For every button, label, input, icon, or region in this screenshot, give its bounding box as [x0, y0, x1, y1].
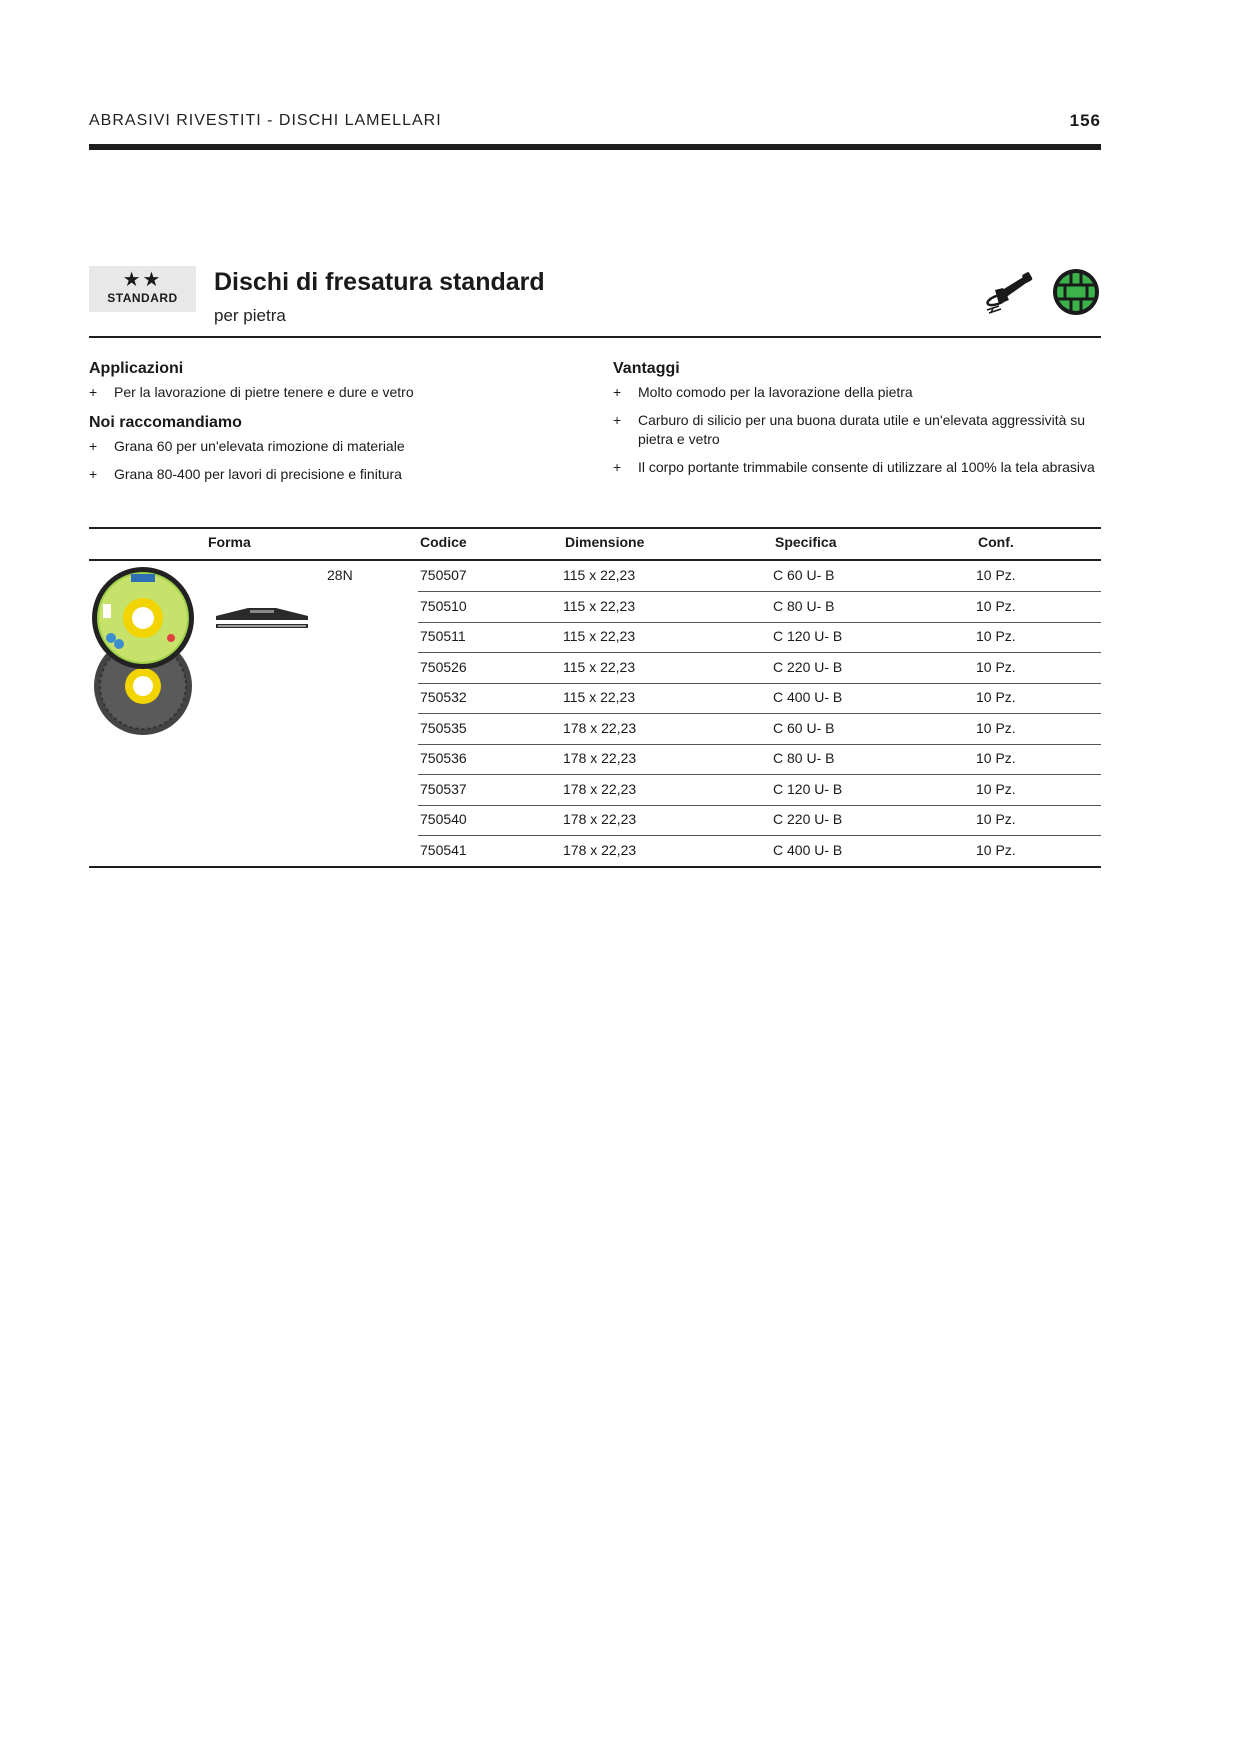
dimensione-cell: 115 x 22,23	[563, 628, 636, 644]
list-item: + Carburo di silicio per una buona durata utile e un'elevata aggressività su pietra e vetro	[613, 412, 1086, 447]
plus-icon: +	[89, 384, 98, 400]
conf-cell: 10 Pz.	[976, 658, 1016, 675]
specifica-cell: C 60 U- B	[773, 567, 835, 583]
standard-badge	[89, 266, 196, 312]
conf-cell: 10 Pz.	[976, 597, 1016, 614]
codice-cell: 750510	[420, 597, 467, 614]
raccomandiamo-heading: Noi raccomandiamo	[89, 414, 242, 431]
disc-profile-diagram	[214, 606, 310, 632]
conf-cell: 10 Pz.	[976, 567, 1016, 583]
list-item: + Per la lavorazione di pietre tenere e dure e vetro	[89, 384, 414, 400]
table-row	[418, 744, 1101, 775]
specifica-cell: C 80 U- B	[773, 750, 835, 766]
vantaggi-heading: Vantaggi	[613, 360, 680, 377]
plus-icon: +	[89, 438, 98, 454]
applicazioni-heading: Applicazioni	[89, 360, 184, 377]
codice-cell: 750507	[420, 567, 467, 583]
table-row	[418, 683, 1101, 714]
dimensione-cell: 178 x 22,23	[563, 719, 637, 736]
dimensione-cell: 115 x 22,23	[563, 597, 636, 614]
conf-cell: 10 Pz.	[976, 750, 1016, 766]
plus-icon: +	[613, 384, 622, 400]
title-rule	[89, 336, 1101, 338]
codice-cell: 750541	[420, 841, 467, 858]
col-header-specifica: Specifica	[775, 534, 837, 550]
codice-cell: 750537	[420, 780, 467, 797]
conf-cell: 10 Pz.	[976, 719, 1016, 736]
list-item: + Molto comodo per la lavorazione della pietra	[613, 384, 913, 400]
plus-icon: +	[613, 459, 622, 475]
codice-cell: 750536	[420, 750, 467, 766]
dimensione-cell: 178 x 22,23	[563, 811, 637, 827]
plus-icon: +	[613, 412, 622, 428]
specifica-cell: C 400 U- B	[773, 841, 843, 858]
conf-cell: 10 Pz.	[976, 689, 1016, 705]
table-row	[418, 561, 1101, 592]
stars-icon: ★★	[122, 269, 163, 291]
specifica-cell: C 60 U- B	[773, 719, 835, 736]
codice-cell: 750540	[420, 811, 467, 827]
specifica-cell: C 80 U- B	[773, 597, 835, 614]
applications-section	[89, 359, 569, 493]
list-item: + Grana 60 per un'elevata rimozione di materiale	[89, 438, 405, 454]
dimensione-cell: 178 x 22,23	[563, 780, 637, 797]
header-rule	[89, 144, 1101, 150]
angle-grinder-icon	[985, 270, 1033, 314]
codice-cell: 750535	[420, 719, 467, 736]
shape-code: 28N	[327, 567, 353, 583]
specifica-cell: C 120 U- B	[773, 628, 843, 644]
list-item: + Il corpo portante trimmabile consente di utilizzare al 100% la tela abrasiva	[613, 459, 1095, 475]
page-number: 156	[1069, 111, 1101, 130]
codice-cell: 750526	[420, 658, 467, 675]
specifica-cell: C 400 U- B	[773, 689, 843, 705]
table-row	[418, 622, 1101, 653]
list-item: + Grana 80-400 per lavori di precisione e finitura	[89, 466, 402, 482]
conf-cell: 10 Pz.	[976, 628, 1016, 644]
product-title: Dischi di fresatura standard	[214, 268, 545, 296]
dimensione-cell: 115 x 22,23	[563, 658, 636, 675]
specifica-cell: C 120 U- B	[773, 780, 843, 797]
table-row	[418, 836, 1101, 867]
advantages-section	[613, 359, 1101, 486]
product-subtitle: per pietra	[214, 306, 286, 325]
dimensione-cell: 178 x 22,23	[563, 841, 637, 858]
flap-disc-image	[89, 566, 197, 736]
col-header-dimensione: Dimensione	[565, 534, 645, 550]
badge-label: STANDARD	[107, 291, 178, 305]
table-row	[418, 653, 1101, 684]
table-row	[418, 714, 1101, 745]
table-row	[418, 775, 1101, 806]
brick-wall-icon	[1052, 268, 1100, 316]
specifica-cell: C 220 U- B	[773, 658, 843, 675]
table-row	[418, 592, 1101, 623]
col-header-forma: Forma	[208, 534, 251, 550]
conf-cell: 10 Pz.	[976, 780, 1016, 797]
codice-cell: 750532	[420, 689, 467, 705]
section-title: ABRASIVI RIVESTITI - DISCHI LAMELLARI	[89, 112, 442, 129]
table-bottom-rule	[89, 866, 1101, 868]
col-header-codice: Codice	[420, 534, 467, 550]
dimensione-cell: 115 x 22,23	[563, 567, 636, 583]
table-row	[418, 805, 1101, 836]
dimensione-cell: 115 x 22,23	[563, 689, 636, 705]
conf-cell: 10 Pz.	[976, 841, 1016, 858]
conf-cell: 10 Pz.	[976, 811, 1016, 827]
specifica-cell: C 220 U- B	[773, 811, 843, 827]
plus-icon: +	[89, 466, 98, 482]
col-header-conf: Conf.	[978, 534, 1014, 550]
dimensione-cell: 178 x 22,23	[563, 750, 637, 766]
codice-cell: 750511	[420, 628, 466, 644]
table-top-rule	[89, 527, 1101, 529]
